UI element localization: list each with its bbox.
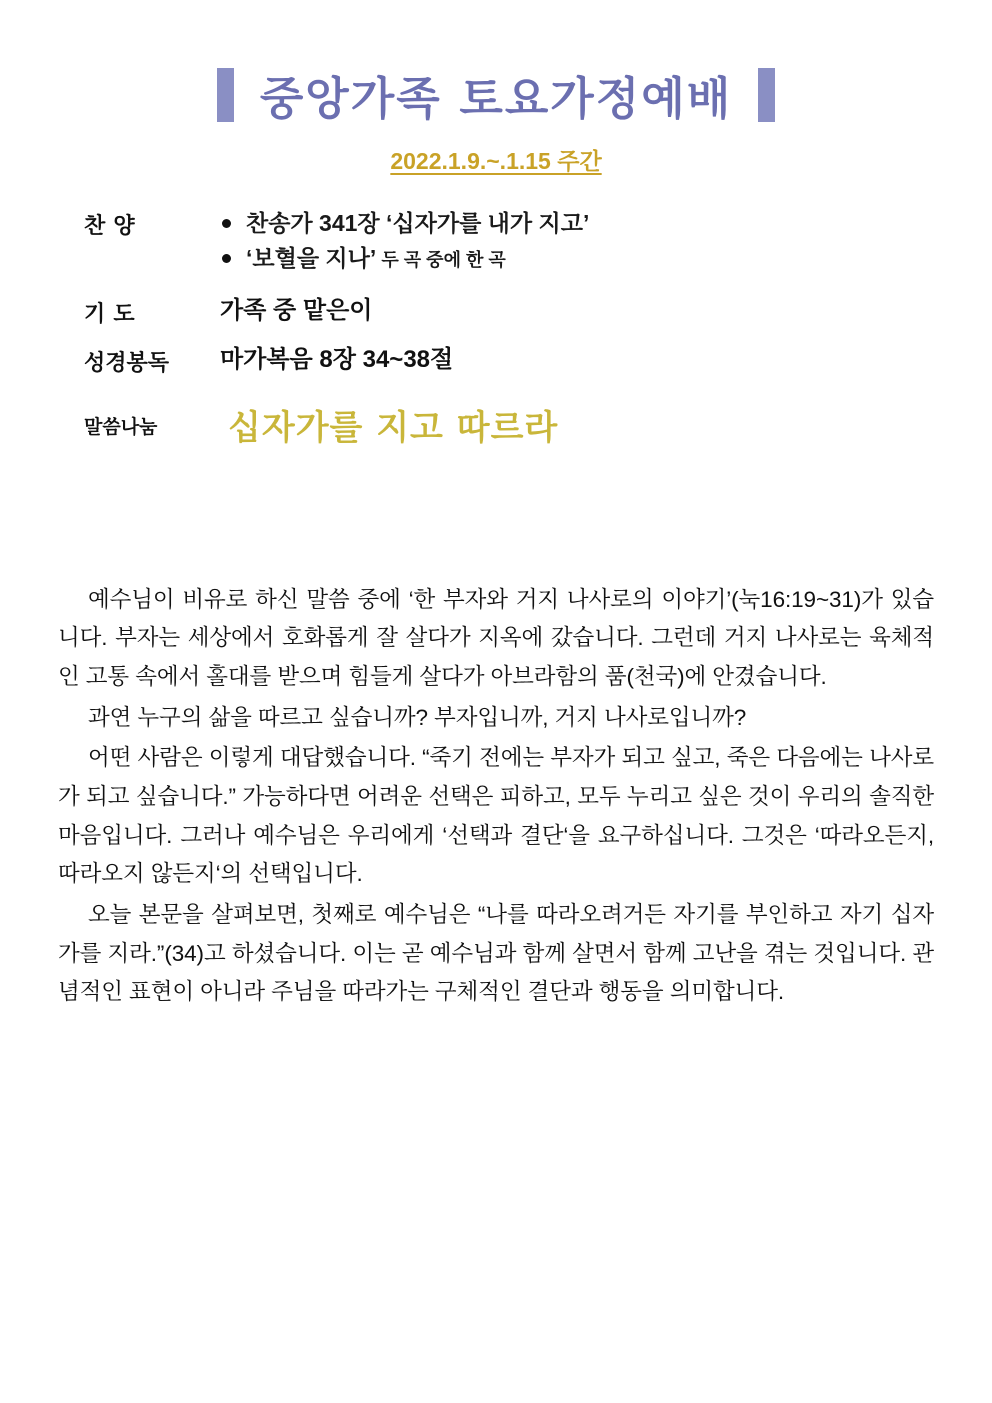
order-label-praise: 찬 양 xyxy=(84,213,136,238)
title-bar-right-icon xyxy=(758,68,775,122)
order-row-sermon xyxy=(84,400,934,449)
order-row-prayer xyxy=(84,294,934,329)
order-row-scripture xyxy=(84,343,934,378)
body-text xyxy=(58,581,934,1013)
order-label-scripture: 성경봉독 xyxy=(84,349,170,375)
body-paragraph: 오늘 본문을 살펴보면, 첫째로 예수님은 “나를 따라오려거든 자기를 부인하고 자기 십자가를 지라.”(34)고 하셨습니다. 이는 곧 예수님과 함께 살면서 함께 고난을 겪는 것입니다. 관념적인 표현이 아니라 주님을 따라가는 구체적인 결단과 행동을 의미합니다. xyxy=(58,902,934,1005)
body-paragraph: 어떤 사람은 이렇게 대답했습니다. “죽기 전에는 부자가 되고 싶고, 죽은 다음에는 나사로가 되고 싶습니다.” 가능하다면 어려운 선택은 피하고, 모두 누리고 싶은 것이 우리의 솔직한 마음입니다. 그러나 예수님은 우리에게 ‘선택과 결단‘을 요구하십니다. 그것은 ‘따라오든지, 따라오지 않든지‘의 선택입니다. xyxy=(58,745,934,887)
order-value-prayer: 가족 중 맡은이 xyxy=(220,296,373,324)
page-title: 중앙가족 토요가정예배 xyxy=(259,72,733,125)
praise-list xyxy=(220,206,589,276)
list-item xyxy=(220,241,589,276)
order-value-scripture: 마가복음 8장 34~38절 xyxy=(220,345,454,373)
praise-item-2-note: 두 곡 중에 한 곡 xyxy=(381,249,506,270)
document-subtitle: 2022.1.9.~.1.15 주간 xyxy=(390,148,602,174)
body-paragraph: 과연 누구의 삶을 따르고 싶습니까? 부자입니까, 거지 나사로입니까? xyxy=(88,704,747,730)
body-paragraph: 예수님이 비유로 하신 말씀 중에 ‘한 부자와 거지 나사로의 이야기’(눅16:19~31)가 있습니다. 부자는 세상에서 호화롭게 잘 살다가 지옥에 갔습니다. 그런데 거지 나사로는 육체적인 고통 속에서 홀대를 받으며 힘들게 살다가 아브라함의 품(천국)에 안겼습니다. xyxy=(58,586,934,689)
order-label-prayer: 기 도 xyxy=(84,300,136,326)
order-row-praise xyxy=(84,206,934,276)
sermon-title: 십자가를 지고 따르라 xyxy=(228,407,559,448)
praise-item-2-text: ‘보혈을 지나’ xyxy=(246,244,376,271)
order-label-sermon: 말씀나눔 xyxy=(84,417,158,438)
document-header xyxy=(58,62,934,127)
list-item xyxy=(220,206,589,241)
title-bar-left-icon xyxy=(217,68,234,122)
order-of-service xyxy=(84,206,934,449)
praise-item-1-text: 찬송가 341장 ‘십자가를 내가 지고’ xyxy=(246,210,590,236)
